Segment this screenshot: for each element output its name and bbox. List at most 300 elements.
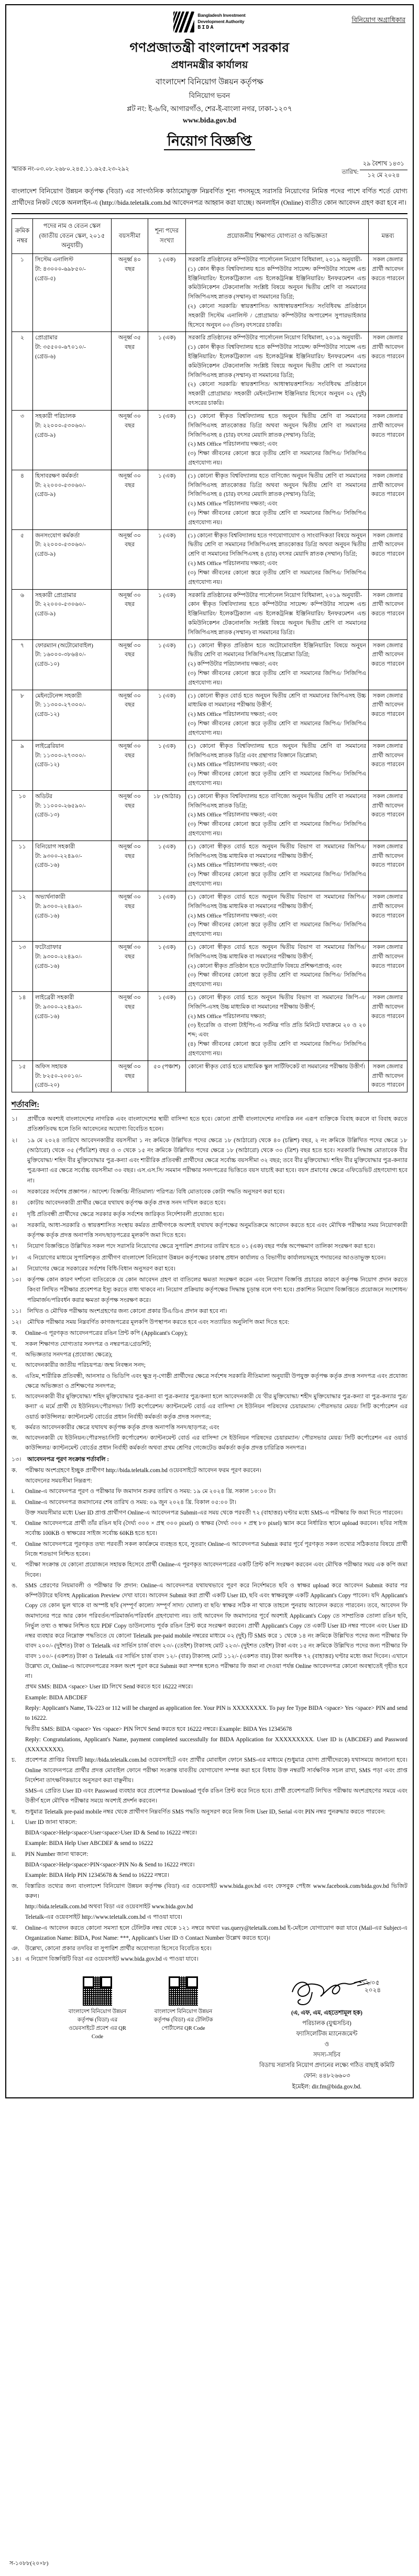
condition-13-sublist — [12, 1466, 407, 1965]
serial-value: ৪ — [20, 472, 25, 479]
remarks-value: সকল জেলার প্রার্থী আবেদন করতে পারবেন — [371, 413, 404, 438]
cell-age-limit — [112, 332, 148, 411]
qualification-line: (২) কোনো স্বীকৃত প্রতিষ্ঠান হতে ফটোগ্রাফি বিষয়ে প্রশিক্ষণপ্রাপ্ত; এবং — [188, 963, 342, 969]
item-number: ৬। — [12, 1222, 18, 1229]
item-number: ১০। — [12, 1277, 21, 1284]
age-limit-value: অনূর্ধ্ব ৩০ বছর — [118, 472, 141, 489]
item-text: কর্মরত আবেদনকারীর ক্ষেত্রে যথাযথ কর্তৃপক্ষ কর্তৃক প্রদত্ত অনাপত্তি সনদ/ছাড়পত্র; এবং — [25, 1424, 219, 1431]
remarks-value: সকল জেলার প্রার্থী আবেদন করতে পারবেন — [371, 843, 404, 869]
item-text: প্রথম SMS: BIDA <space> User ID লিখে Send করতে হবে 16222 নম্বরে। — [25, 1684, 193, 1690]
serial-value: ১৩ — [18, 944, 26, 950]
vacancy-count-value: ১ (এক) — [158, 893, 176, 900]
post-grade: (গ্রেড-১২) — [35, 711, 60, 718]
item-text: নিয়োগ বিজ্ঞপ্তিতে উল্লিখিত সকল পদে সরাসরি নিয়োগের ক্ষেত্রে সুপারিশ প্রদানের তারিখ হতে ০১ (এক) বছর পর্যন্ত অপেক্ষমাণ তালিকা সংরক্ষণ করা হবে। — [27, 1243, 375, 1250]
intro-paragraph: বাংলাদেশ বিনিয়োগ উন্নয়ন কর্তৃপক্ষ (বিডা) এর সাংগঠনিক কাঠামোভুক্ত নিম্নবর্ণিত শূন্য পদসমূহে সরাসরি নিয়োগের নিমিত্ত পদের পাশে বর্ণিত শর্তে যোগ্য প্রার্থীদের নিকট থেকে অনলাইন-এ (http://bida.teletalk.com.bd আবেদনপত্র আহ্বান করা যাচ্ছে। অনলাইন (Online) ব্যতীত কোন আবেদন গ্রহণ করা হবে না। — [12, 187, 407, 207]
condition-subitem — [12, 1519, 407, 1539]
qualification-line: (৩) শিক্ষা জীবনের কোনো স্তরে তৃতীয় শ্রেণি বা সমমানের জিপিএ/ সিজিপিএ গ্রহণযোগ্য নয়। — [188, 510, 366, 526]
serial-value: ১৪ — [18, 994, 26, 1001]
print-code: স-১০৮৮(২০×৮) — [9, 2560, 49, 2567]
condition-subitem — [12, 1860, 407, 1870]
table-row — [12, 410, 407, 470]
item-number: ৭। — [12, 1243, 18, 1250]
table-row — [12, 690, 407, 740]
item-number: ১। — [12, 1116, 18, 1123]
qualification-line: সরকারি প্রতিষ্ঠানের কম্পিউটার পার্সোনেল নিয়োগ বিধিমালা, ২০১৯ অনুযায়ী- — [188, 592, 362, 599]
item-text: এতিম, শারীরিক প্রতিবন্ধী, আনসার ও ভিডিপি এবং ক্ষুদ্র নৃ-গোষ্ঠী প্রার্থীদের ক্ষেত্রে সর্বশেষ সরকারি নীতিমালা অনুযায়ী উপযুক্ত কর্তৃপক্ষ কর্তৃক প্রদত্ত সনদপত্র এবং প্রযোজ্য ক্ষেত্রে অভিজ্ঞতা ও প্রশিক্ষণের সনদপত্র; — [25, 1373, 407, 1389]
condition-subitem — [12, 1735, 407, 1755]
item-text: দৃষ্টি প্রতিবন্ধী প্রার্থীদের ক্ষেত্রে সরকার কর্তৃক সর্বশেষ জারিকৃত নির্দেশাবলী প্রযোজ্য হবে। — [27, 1211, 224, 1218]
cell-qualification — [186, 891, 369, 941]
qr-website-block — [66, 1976, 129, 2042]
cell-remarks — [369, 790, 407, 841]
item-number: ঙ. — [12, 1582, 18, 1589]
condition-item — [12, 1253, 407, 1263]
vacancy-count-value: ১ (এক) — [158, 692, 176, 699]
signatory-conjunction: ও — [324, 2041, 329, 2048]
item-text: শুধুমাত্র Teletalk pre-paid mobile নম্বর থেকে প্রার্থীগণ নিম্নবর্ণিত SMS পদ্ধতি অনুসরণ করে নিজ নিজ User ID, Serial এবং PIN নম্বর পুনরুদ্ধার করতে পারবেন: — [25, 1808, 385, 1815]
age-limit-value: অনূর্ধ্ব ৩০ বছর — [118, 532, 141, 548]
item-number: চ. — [12, 1757, 16, 1764]
item-text: Online-এ পূরণকৃত আবেদনপত্রের রঙিন প্রিন্ট কপি (Applicant's Copy); — [25, 1330, 188, 1337]
condition-subitem — [12, 1882, 407, 1902]
qr-teletalk-block — [152, 1976, 215, 2042]
bida-logo-text-line2: Development Authority — [197, 19, 245, 24]
post-name: জনসংযোগ কর্মকর্তা — [35, 532, 80, 539]
vacancy-table-body — [12, 253, 407, 1092]
condition-subitem — [12, 1839, 407, 1849]
item-number: চ. — [12, 1394, 16, 1400]
condition-subitem — [12, 1340, 407, 1350]
serial-value: ৬ — [20, 592, 25, 599]
post-name: ফোরম্যান (অটোমোবাইল) — [35, 642, 93, 649]
condition-subitem — [12, 1954, 407, 1964]
cell-qualification — [186, 690, 369, 740]
qualification-line: (১) কোনো স্বীকৃত বিশ্ববিদ্যালয় হতে বাণিজ্যে অনূ্যন দ্বিতীয় শ্রেণি বা সমমানের সিজিপিএসহ স্নাতকোত্তর ডিগ্রি অথবা অনূ্যন দ্বিতীয় শ্রেণি বা সমমানের সিজিপিএসহ ৪ (চার) বৎসর মেয়াদি স্নাতক (সম্মান) ডিগ্রি; — [188, 472, 366, 498]
post-name: হিসাবরক্ষণ কর্মকর্তা — [35, 472, 79, 479]
table-row — [12, 1060, 407, 1092]
qualification-line: কোনো স্বীকৃত বোর্ড হতে মাধ্যমিক স্কুল সার্টিফিকেট বা সমমানের পরীক্ষায় উত্তীর্ণ। — [188, 1063, 366, 1070]
condition-subitem — [12, 1466, 407, 1476]
cell-qualification — [186, 529, 369, 589]
item-number: i. — [12, 1819, 15, 1826]
condition-subitem — [12, 1372, 407, 1392]
table-row — [12, 992, 407, 1061]
item-text: নিয়োগের ক্ষেত্রে সরকারের সর্বশেষ বিধি-বিধান অনুসরণ করা হবে। — [27, 1265, 176, 1272]
item-text: কর্তৃপক্ষ কোন কারণ দর্শানো ব্যতিরেকে যে কোন আবেদন গ্রহণ বা বাতিলের ক্ষমতা সংরক্ষণ করেন এবং নিয়োগ বিজ্ঞপ্তি প্রচারের কারণে কর্তৃপক্ষ নিয়োগ প্রদান করতে কিংবা লিখিত পরীক্ষার প্রবেশপত্র ইস্যু করতে বাধ্য থাকবে না। নিয়োগ প্রক্রিয়ায় কর্তৃপক্ষের সিদ্ধান্ত চূড়ান্ত বলে গণ্য হবে। প্রকাশিত নিয়োগ বিজ্ঞপ্তিতে প্রয়োজনে সংশোধন/পরিমার্জন/পরিবর্ধন করার ক্ষমতা কর্তৃপক্ষ সংরক্ষণ করে। — [27, 1277, 407, 1303]
cell-post-pay — [33, 529, 112, 589]
cell-age-limit — [112, 841, 148, 891]
cell-serial — [12, 790, 33, 841]
page-building: বিনিয়োগ ভবন — [189, 92, 230, 100]
cell-qualification — [186, 740, 369, 790]
condition-subitem — [12, 1329, 407, 1339]
serial-value: ১২ — [18, 893, 26, 900]
qualification-line: (২) MS Office পরিচালনায় দক্ষতা; এবং — [188, 912, 278, 919]
cell-age-limit — [112, 1060, 148, 1092]
condition-subitem — [12, 1487, 407, 1497]
age-limit-value: অনূর্ধ্ব ৩০ বছর — [118, 413, 141, 429]
signatory-designation-3: সদস্য-সচিব — [313, 2052, 340, 2059]
item-number: ৮। — [12, 1254, 18, 1261]
table-row — [12, 529, 407, 589]
post-grade: (গ্রেড-৯) — [35, 491, 56, 498]
post-grade: (গ্রেড-১৬) — [35, 963, 60, 969]
cell-serial — [12, 470, 33, 529]
post-pay-scale: টা: ১১৩০০-২৭৩০০/- — [35, 752, 86, 759]
vacancy-count-value: ১ (এক) — [158, 743, 176, 749]
qualification-line: (২) কোনো সরকারি/ স্বায়ত্তশাসিত/ আধাস্বায়ত্তশাসিত/ সংবিধিবদ্ধ প্রতিষ্ঠানে সহকারী প্রোগ্রামার/ সহকারী মেইনটেন্যান্স ইঞ্জিনিয়ার হিসেবে অনূ্যন ০২ (দুই) বৎসরের চাকরি। — [188, 381, 366, 407]
serial-value: ২ — [20, 335, 25, 341]
item-text: সরকারের সর্বশেষ প্রজ্ঞাপন / আদেশ/ বিজ্ঞপ্তি/ নীতিমালা/ পরিপত্র/ বিধি মোতাবেক কোটা পদ্ধতি অনুসরণ করা হবে। — [27, 1188, 285, 1195]
condition-12-sublist — [12, 1329, 407, 1453]
cell-remarks — [369, 253, 407, 332]
col-header-remarks: মন্তব্য — [369, 219, 407, 254]
memo-number: স্মারক নং-০৩.০৮.২৬৮০.২৪৫.১১.৬২৫.২৩-২৯২ — [12, 166, 129, 173]
qualification-line: (৩) ইংরেজি ও বাংলা টাইপিং-এ সর্বনিম্ন গতি প্রতি মিনিটে যথাক্রমে ২০ ও ২০ শব্দ; এবং — [188, 1022, 366, 1038]
cell-remarks — [369, 891, 407, 941]
vacancy-count-value: ১ (এক) — [158, 994, 176, 1001]
condition-subitem — [12, 1828, 407, 1838]
table-row — [12, 470, 407, 529]
item-text: PIN Number জানা থাকলে: — [25, 1851, 89, 1858]
table-row — [12, 589, 407, 639]
cell-qualification — [186, 253, 369, 332]
cell-qualification — [186, 790, 369, 841]
item-number: ৯। — [12, 1265, 18, 1272]
item-text: ১৯ মে ২০২৪ তারিখে আবেদনকারীর বয়সসীমা ১ নং ক্রমিকে উল্লিখিত পদের ক্ষেত্রে ১৮ (আঠারো) থেকে ৪০ (চল্লিশ) বছর, ২ নং ক্রমিকে উল্লিখিত পদের ক্ষেত্রে ১৮ (আঠারো) থেকে ৩৫ (পঁয়ত্রিশ) বছর ও ৩ থেকে ১৫ নং ক্রমিকে উল্লিখিত পদের ক্ষেত্রে ১৮ (আঠারো) থেকে ৩০ (ত্রিশ) বছর হতে হবে। সরকারি সিদ্ধান্ত মোতাবেক বীর মুক্তিযোদ্ধা/ শহিদ বীর মুক্তিযোদ্ধার পুত্র-কন্যা এবং শারীরিক প্রতিবন্ধী প্রার্থীদের ক্ষেত্রে সর্বোচ্চ বয়সসীমা ৩২ বছর; তবে বীর মুক্তিযোদ্ধা/ শহিদ বীর মুক্তিযোদ্ধার পুত্র-কন্যার পুত্র/কন্যা এর ক্ষেত্রে সর্বোচ্চ বয়সসীমা ৩০ বছর। এস.এস.সি/ সমমান পরীক্ষার সনদপত্রের ভিত্তিতে বয়স যাচাই করা হবে। বয়স প্রমাণের ক্ষেত্রে এফিডেভিট গ্রহণযোগ্য হবে না। — [27, 1137, 407, 1184]
cell-age-limit — [112, 410, 148, 470]
signatory-designation-1: পরিচালক (যুগ্মসচিব) — [302, 2020, 351, 2027]
bida-logo-text-line1: Bangladesh Investment — [197, 13, 246, 18]
condition-subitem — [12, 1786, 407, 1807]
cell-post-pay — [33, 690, 112, 740]
age-limit-value: অনূর্ধ্ব ৩০ বছর — [118, 743, 141, 759]
cell-vacancy-count — [148, 639, 186, 690]
cell-vacancy-count — [148, 740, 186, 790]
table-row — [12, 253, 407, 332]
cell-age-limit — [112, 529, 148, 589]
serial-value: ৭ — [20, 642, 25, 649]
cell-vacancy-count — [148, 690, 186, 740]
post-pay-scale: টা: ১১৩০০-২৭৩০০/- — [35, 702, 86, 709]
table-row — [12, 891, 407, 941]
cell-serial — [12, 253, 33, 332]
header-divider — [12, 213, 407, 214]
item-number — [12, 1693, 25, 1703]
vacancy-count-value: ১ (এক) — [158, 472, 176, 479]
item-number — [12, 1828, 25, 1838]
item-text: আবেদনকারী যে ইউনিয়ন/পৌরসভা/সিটি কর্পোরেশন/ ক্যান্টনমেন্ট বোর্ড এর বাসিন্দা সে ইউনিয়ন পরিষদের চেয়ারম্যান/ পৌরসভার মেয়র/ সিটি কর্পোরেশন এর ওয়ার্ড কাউন্সিলর/ ক্যান্টনমেন্ট বোর্ডের প্রধান নির্বাহী কর্মকর্তা অথবা প্রথম শ্রেণির গেজেটেড কর্মকর্তা কর্তৃক প্রদত্ত চারিত্রিক সনদপত্র। — [25, 1435, 407, 1452]
remarks-value: সকল জেলার প্রার্থী আবেদন করতে পারবেন — [371, 642, 404, 668]
item-text: Online-এ আবেদনপত্র জমাদানের শেষ তারিখ ও সময়: ০৯ জুন ২০২৪ খ্রি. বিকাল ০৫:০০ টা। — [25, 1499, 237, 1506]
item-number: ১১। — [12, 1308, 21, 1314]
handwritten-signature-icon — [248, 1976, 405, 2007]
item-text: প্রার্থীকে অবশ্যই বাংলাদেশের নাগরিক এবং বাংলাদেশের স্থায়ী বাসিন্দা হতে হবে। কোনো প্রার্থী বাংলাদেশের নাগরিক নন এরূপ ব্যক্তিকে বিবাহ করলে বা বিবাহ করতে প্রতিশ্রুতিবদ্ধ হলে তিনি আবেদনের অযোগ্য বিবেচিত হবেন। — [27, 1116, 407, 1133]
table-row — [12, 639, 407, 690]
table-row — [12, 841, 407, 891]
remarks-value: সকল জেলার প্রার্থী আবেদন করতে পারবেন — [371, 994, 404, 1020]
qualification-line: (১) কোনো স্বীকৃত বিশ্ববিদ্যালয় হতে গণযোগাযোগ ও সাংবাদিকতা বিষয়ে অনূ্যন দ্বিতীয় শ্রেণি বা সমমানের সিজিপিএসহ স্নাতকোত্তর ডিগ্রি অথবা অনূ্যন দ্বিতীয় শ্রেণি বা সমমানের সিজিপিএসহ ৪ (চার) বৎসর মেয়াদি স্নাতক (সম্মান) ডিগ্রি; — [188, 532, 366, 558]
date-block — [341, 159, 407, 181]
condition-subitem — [12, 1871, 407, 1881]
bida-logo-mark-icon — [173, 12, 194, 32]
item-text: মৌখিক পরীক্ষার সময় নিম্নবর্ণিত কাগজপত্রের মূলকপি উপস্থাপন করতে হবে এবং সত্যায়িত অনুলিপি জমা দিতে হবে: — [27, 1319, 290, 1326]
qualification-line: (১) কোনো স্বীকৃত বিশ্ববিদ্যালয় হতে বাণিজ্যে অনূ্যন দ্বিতীয় শ্রেণি বা সমমানের সিজিপিএসহ স্নাতক ডিগ্রি; — [188, 793, 366, 809]
cell-remarks — [369, 639, 407, 690]
item-text: User ID জানা থাকলে: — [25, 1819, 77, 1826]
item-text: সরকারি, আধা-সরকারি ও স্বায়ত্তশাসিত সংস্থায় কর্মরত প্রার্থীগণকে অবশ্যই যথাযথ কর্তৃপক্ষের অনুমতিক্রমে আবেদন করতে হবে এবং মৌখিক পরীক্ষার সময় নিয়োগকারী কর্তৃপক্ষ কর্তৃক প্রদত্ত অনাপত্তি সনদ/ছাড়পত্রের মূলকপি জমা দিতে হবে। — [27, 1222, 407, 1239]
item-text: Reply: Congratulations, Applicant's Name, payment completed successfully for BIDA Application for XXXXXXXXX. User ID is (ABCDEF) and Password (XXXXXXXX). — [25, 1736, 407, 1753]
header-top — [12, 8, 407, 39]
cell-vacancy-count — [148, 470, 186, 529]
condition-subitem — [12, 1693, 407, 1703]
cell-post-pay — [33, 589, 112, 639]
cell-remarks — [369, 941, 407, 991]
table-row — [12, 740, 407, 790]
vacancy-count-value: ১ (এক) — [158, 256, 176, 263]
post-name: অডিটর — [35, 793, 52, 800]
table-header-row — [12, 219, 407, 254]
vacancy-count-value: ১ (এক) — [158, 944, 176, 950]
conditions-list — [12, 1114, 407, 1328]
post-grade: (গ্রেড-৯) — [35, 432, 56, 438]
cell-remarks — [369, 529, 407, 589]
notice-title: নিয়োগ বিজ্ঞপ্তি — [12, 130, 407, 154]
vacancy-count-value: ১ (এক) — [158, 843, 176, 850]
qualification-line: (৩) শিক্ষা জীবনের কোনো স্তরে তৃতীয় শ্রেণি বা সমমানের জিপিএ/ সিজিপিএ গ্রহণযোগ্য নয়। — [188, 450, 366, 466]
col-header-age: বয়সসীমা — [112, 219, 148, 254]
cell-remarks — [369, 589, 407, 639]
contact-email-line — [248, 2082, 405, 2092]
cell-vacancy-count — [148, 992, 186, 1061]
serial-value: ১ — [20, 256, 25, 263]
cell-serial — [12, 740, 33, 790]
condition-item — [12, 1264, 407, 1274]
qualification-line: (২) কোনো সরকারি/ স্বায়ত্তশাসিত/ আধাস্বায়ত্তশাসিত/ সংবিধিবদ্ধ প্রতিষ্ঠানে সহকারী সিস্টেম এনালিস্ট / প্রোগ্রামার/ কম্পিউটার অপারেশন সুপারভাইজার হিসেবে অনূ্যন ০৩ (তিন) বৎসরের চাকরি। — [188, 303, 366, 328]
cell-serial — [12, 690, 33, 740]
item-number: ৪। — [12, 1200, 18, 1207]
post-grade: (গ্রেড-১৬) — [35, 862, 60, 869]
condition-subitem — [12, 1508, 407, 1518]
condition-item — [12, 1136, 407, 1186]
item-text: উক্ত সময়সীমার মধ্যে User ID প্রাপ্ত প্রার্থীগণ Online-এ আবেদনপত্র Submit-এর সময় থেকে পরবর্তী ৭২ (বাহাত্তর) ঘণ্টার মধ্যে SMS-এ পরীক্ষার ফি জমা দিতে পারবেন। — [25, 1509, 403, 1516]
qr-code-website-icon[interactable] — [83, 1976, 112, 2006]
item-text: সকল শিক্ষাগত যোগ্যতার সনদপত্র ও নম্বরপত্র/গ্রেডশিট; — [25, 1341, 151, 1347]
cell-qualification — [186, 841, 369, 891]
age-limit-value: অনূর্ধ্ব ৩০ বছর — [118, 893, 141, 910]
item-number: ii. — [12, 1499, 17, 1506]
item-number — [12, 1735, 25, 1755]
post-name: সহকারী পরিচালক — [35, 413, 76, 419]
col-header-post-pay: পদের নাম ও বেতন স্কেল (জাতীয় বেতন স্কেল, ২০১৫ অনুযায়ী) — [33, 219, 112, 254]
cell-vacancy-count — [148, 529, 186, 589]
condition-subitem — [12, 1350, 407, 1360]
condition-subitem — [12, 1423, 407, 1433]
document-frame — [5, 4, 414, 2567]
post-name: অভ্যর্থনাকারী — [35, 893, 65, 900]
age-limit-value: অনূর্ধ্ব ৪০ বছর — [118, 256, 141, 272]
item-number: ঞ. — [12, 1945, 19, 1952]
qualification-line: (৩) শিক্ষা জীবনের কোনো স্তরে তৃতীয় শ্রেণি বা সমমানের জিপিএ/ সিজিপিএ গ্রহণযোগ্য নয়। — [188, 922, 366, 938]
cell-post-pay — [33, 470, 112, 529]
vacancy-table — [12, 218, 407, 1092]
serial-value: ৮ — [20, 692, 25, 699]
cell-vacancy-count — [148, 1060, 186, 1092]
cell-remarks — [369, 470, 407, 529]
cell-qualification — [186, 470, 369, 529]
cell-remarks — [369, 1060, 407, 1092]
condition-text: আবেদনপত্র পূরণ সংক্রান্ত শর্তাবলি : — [27, 1456, 109, 1463]
cell-serial — [12, 992, 33, 1061]
condition-number: ১৩। — [12, 1456, 21, 1463]
age-limit-value: অনূর্ধ্ব ৩০ বছর — [118, 1063, 141, 1079]
cell-post-pay — [33, 790, 112, 841]
qr-code-teletalk-icon[interactable] — [169, 1976, 198, 2006]
cell-age-limit — [112, 891, 148, 941]
condition-subitem — [12, 1807, 407, 1817]
item-text: অভিজ্ঞতার সনদপত্র (প্রযোজ্য ক্ষেত্রে); — [25, 1351, 113, 1358]
cell-serial — [12, 941, 33, 991]
qualification-line: (২) কম্পিউটার পরিচালনায় দক্ষতা; এবং — [188, 661, 278, 668]
item-text: উল্লেখ্য, কোনো প্রকার তদবির বা সুপারিশ প্রার্থীর অযোগ্যতা হিসেবে বিবেচিত হবে। — [25, 1945, 212, 1952]
item-text: Teletalk-এর ওয়েবসাইট http://www.teletalk.com.bd এ পাওয়া যাবে। — [25, 1914, 183, 1921]
cell-vacancy-count — [148, 790, 186, 841]
post-grade: (গ্রেড-১০) — [35, 661, 60, 668]
qualification-line: (১) কোনো স্বীকৃত বিশ্ববিদ্যালয় হতে অনূ্যন দ্বিতীয় শ্রেণি বা সমমানের সিজিপিএসহ স্নাতক ডিগ্রি এবং গ্রন্থাগার বিজ্ঞানে ডিপ্লোমা; — [188, 743, 366, 759]
age-limit-value: অনূর্ধ্ব ৩০ বছর — [118, 843, 141, 859]
cell-post-pay — [33, 992, 112, 1061]
col-header-serial: ক্রমিক নম্বর — [12, 219, 33, 254]
condition-item — [12, 1318, 407, 1328]
item-number: ছ. — [12, 1808, 17, 1815]
item-text: বিস্তারিত তথ্যের জন্য বাংলাদেশ বিনিয়োগ উন্নয়ন কর্তৃপক্ষ (বিডা) এর ওয়েবসাইট www.bida.gov.bd এবং ফেসবুক পেইজ www.facebook.com/bida.gov.bd ভিজিট করুন। — [25, 1883, 407, 1899]
item-text: পরীক্ষায় অংশগ্রহণে ইচ্ছুক প্রার্থীগণ http://bida.teletalk.com.bd ওয়েবসাইটে আবেদন ফরম পূরণ করবেন। — [25, 1467, 262, 1474]
post-name: লাইব্রেরী সহকারী — [35, 994, 74, 1001]
cell-serial — [12, 891, 33, 941]
qualification-line: (২) MS Office পরিচালনায় দক্ষতা; এবং — [188, 711, 278, 718]
item-number: ২। — [12, 1137, 18, 1144]
post-pay-scale: টা: ১৬০০০-৩৮৬৪০/- — [35, 651, 86, 658]
serial-value: ৫ — [20, 532, 25, 539]
qualification-line: (২) MS Office পরিচালনায় দক্ষতা; এবং — [188, 501, 278, 507]
post-name: সিস্টেম এনালিস্ট — [35, 256, 74, 263]
qualification-line: (২) MS Office পরিচালনায় দক্ষতা; — [188, 1013, 266, 1020]
item-number: ঘ. — [12, 1362, 17, 1369]
bida-logo — [173, 12, 245, 32]
cell-age-limit — [112, 690, 148, 740]
age-limit-value: অনূর্ধ্ব ৩০ বছর — [118, 793, 141, 809]
remarks-value: সকল জেলার প্রার্থী আবেদন করতে পারবেন — [371, 592, 404, 617]
svg-text:১২/০৫: ১২/০৫ — [361, 1978, 380, 1986]
post-name: লাইব্রেরিয়ান — [35, 743, 64, 749]
cell-qualification — [186, 332, 369, 411]
cell-age-limit — [112, 790, 148, 841]
item-text: Example: BIDA ABCDEF — [25, 1694, 87, 1701]
table-row — [12, 941, 407, 991]
cell-post-pay — [33, 332, 112, 411]
item-text: কোটায় আবেদনকারী প্রার্থীর ক্ষেত্রে যথাযথ কর্তৃপক্ষ কর্তৃক প্রদত্ত সনদ দাখিল করতে হবে। — [27, 1200, 226, 1207]
qualification-line: (৪) শিক্ষা জীবনের কোনো স্তরে তৃতীয় শ্রেণি বা সমমানের জিপিএ/ সিজিপিএ গ্রহণযোগ্য নয়। — [188, 1041, 366, 1057]
cell-vacancy-count — [148, 891, 186, 941]
item-number: ১৪। — [12, 1956, 21, 1963]
qualification-line: (১) কোনো স্বীকৃত প্রতিষ্ঠান হতে অটোমোবাইল ইঞ্জিনিয়ারিং বিষয়ে অনূ্যন দ্বিতীয় শ্রেণি বা সমমানের সিজিপিএসহ ডিপ্লোমা ডিগ্রি; — [188, 642, 366, 658]
cell-remarks — [369, 740, 407, 790]
col-header-vacancies: শূন্য পদের সংখ্যা — [148, 219, 186, 254]
item-text: SMS প্রেরণের নিয়মাবলী ও পরীক্ষার ফি প্রদান: Online-এ আবেদনপত্র যথাযথভাবে পূরণ করে নির্দেশমতে ছবি ও স্বাক্ষর upload করে আবেদন Submit করার পর কম্পিউটারে ছবিসহ Application Preview দেখা যাবে। আবেদন Submit করা প্রার্থী একটি User ID, ছবি এবং স্বাক্ষরযুক্ত একটি Applicant's Copy পাবেন। যদি Applicant's Copy তে কোন ভুল থাকে বা অস্পষ্ট ছবি (সম্পূর্ণ কালো/ সম্পূর্ণ সাদা/ ঘোলা) বা ছবি/ স্বাক্ষর সঠিক না থাকে তাহলে পুনরায় আবেদন করতে পারবেন। তবে, আবেদন ফি জমাদানের পরে আর কোন পরিবর্তন/পরিমার্জন/পরিবর্ধন গ্রহণযোগ্য নয়। তাই আবেদন ফি জমাদানের পূর্বে অবশ্যই Applicant's Copy তে সাম্প্রতিক তোলা রঙিন ছবি, নির্ভুল তথ্য ও স্বাক্ষর নিশ্চিত হয়ে PDF Copy ডাউনলোড পূর্বক রঙিন প্রিন্ট করে সংরক্ষণ করবেন। প্রার্থী Applicant's Copy তে একটি User ID নম্বর পাবেন এবং User ID নম্বর ব্যবহার করে নিম্নোক্ত পদ্ধতিতে যে কোনো Teletalk pre-paid mobile নম্বরের মাধ্যমে ০২ (দুই) টি SMS করে ১ থেকে ১৪ নং ক্রমিকে উল্লিখিত পদের জন্য পরীক্ষার ফি বাবদ ২০০/- (দুইশত) টাকা ও Teletalk এর সার্ভিস চার্জ বাবদ ২৩/- (তেইশ) টাকাসহ মোট ২২৩/- (দুইশত তেইশ) টাকা এবং ১৫ নং ক্রমিকে উল্লিখিত পদের জন্য পরীক্ষার ফি বাবদ ১০০/- (একশত) টাকা ও Teletalk এর সার্ভিস চার্জ বাবদ ১২/- (বার) টাকাসহ মোট ১১২/- (একশত বার) টাকা অনধিক ৭২ (বাহাত্তর) ঘণ্টার মধ্যে জমা দিবেন। এখানে উল্লেখ্য যে, Online-এ আবেদনপত্রের সকল অংশ পূরণ করে Submit করা সম্পন্ন হলেও পরীক্ষার ফি জমা না দেওয়া পর্যন্ত Online আবেদনপত্র কোনো অবস্থাতেই গৃহীত হবে না। — [25, 1582, 407, 1680]
signatory-name: (এ, এফ, এম, এহতেশামূল হক) — [291, 2009, 363, 2016]
cell-serial — [12, 410, 33, 470]
condition-subitem — [12, 1392, 407, 1422]
vacancy-count-value: ১ (এক) — [158, 532, 176, 539]
item-number: জ. — [12, 1883, 18, 1889]
serial-value: ৩ — [20, 413, 25, 419]
age-limit-value: অনূর্ধ্ব ৩৫ বছর — [118, 335, 141, 351]
qualification-line: (১) কোনো স্বীকৃত বোর্ড হতে অনূ্যন দ্বিতীয় বিভাগ বা সমমানের জিপি-এ/ সিজিপি-এসহ উচ্চ মাধ্যমিক বা সমমানের পরীক্ষায় উত্তীর্ণ; — [188, 994, 366, 1010]
post-pay-scale: টা: ৯৩০০-২২৪৯০/- — [35, 853, 82, 859]
memo-and-date-row — [12, 159, 407, 181]
item-number: ১২। — [12, 1319, 21, 1326]
qualification-line: কোন স্বীকৃত বিশ্ববিদ্যালয় হতে কম্পিউটার সায়েন্স/ কম্পিউটার সায়েন্স এন্ড ইঞ্জিনিয়ারিং/ ইলেকট্রিক্যাল এন্ড ইলেকট্রনিক্স ইঞ্জিনিয়ারিং/ ইনফরমেশন এন্ড কমিউনিকেশন টেকনোলজি সংশ্লিষ্ট বিষয়ে অনূ্যন দ্বিতীয় শ্রেণি বা সমমানের সিজিপিএসহ স্নাতক (সম্মান) বা সমমানের ডিগ্রি। — [188, 601, 366, 636]
condition-item — [12, 1242, 407, 1252]
item-number: ৫। — [12, 1211, 18, 1218]
item-number — [12, 1704, 25, 1724]
item-number — [12, 1860, 25, 1870]
item-text: আবেদনের সময়সীমা নিম্নরূপ: — [25, 1478, 92, 1485]
table-row — [12, 790, 407, 841]
post-pay-scale: টা: ৪৩০০০-৬৯৮৫০/- — [35, 266, 86, 272]
condition-subitem — [12, 1818, 407, 1828]
item-text: Online আবেদনপত্রে প্রার্থী তাঁর রঙিন ছবি (দৈর্ঘ্য ৩০০ × প্রস্থ ৩০০ pixel) ও স্বাক্ষর (দৈর্ঘ্য ৩০০ × প্রস্থ ৮০ pixel) স্ক্যান করে নির্ধারিত স্থানে upload করবেন। ছবির সাইজ সর্বোচ্চ 100KB ও স্বাক্ষরের সাইজ সর্বোচ্চ 60KB হতে হবে। — [25, 1520, 407, 1537]
qualification-line: (১) কোনো স্বীকৃত বোর্ড হতে অনূ্যন দ্বিতীয় শ্রেণি বা সমমানের জিপিএসহ উচ্চ মাধ্যমিক বা সমমানের পরীক্ষায় উত্তীর্ণ; — [188, 692, 366, 709]
remarks-value: সকল জেলার প্রার্থী আবেদন করতে পারবেন — [371, 472, 404, 498]
post-name: ফটোগ্রাফার — [35, 944, 62, 950]
condition-item — [12, 1455, 407, 1465]
cell-age-limit — [112, 740, 148, 790]
remarks-value: সকল জেলার প্রার্থী আবেদন করতে পারবেন — [371, 532, 404, 558]
qualification-line: (৩) শিক্ষা জীবনের কোনো স্তরে তৃতীয় শ্রেণি বা সমমানের জিপিএ/ সিজিপিএ গ্রহণযোগ্য নয়। — [188, 569, 366, 585]
condition-item — [12, 1275, 407, 1306]
cell-remarks — [369, 410, 407, 470]
qualification-line: (১) কোনো স্বীকৃত বোর্ড হতে অনূ্যন দ্বিতীয় বিভাগ বা সমমানের জিপিএ/ সিজিপিএসহ উচ্চ মাধ্যমিক বা সমমানের পরীক্ষায় উত্তীর্ণ; — [188, 944, 366, 960]
item-number: ঝ. — [12, 1925, 18, 1931]
cell-vacancy-count — [148, 410, 186, 470]
table-row — [12, 332, 407, 411]
cell-age-limit — [112, 589, 148, 639]
post-grade: (গ্রেড-২০) — [35, 1082, 60, 1089]
serial-value: ১৫ — [18, 1063, 26, 1070]
item-number — [12, 1871, 25, 1881]
qr-teletalk-caption: বাংলাদেশ বিনিয়োগ উন্নয়ন কর্তৃপক্ষ (বিডা) এর টেলিটক পোর্টালের QR Code — [153, 2008, 213, 2032]
qualification-line: (৩) শিক্ষা জীবনের কোনো স্তরে তৃতীয় শ্রেণি বা সমমানের জিপিএ/ সিজিপিএ গ্রহণযোগ্য নয়। — [188, 821, 366, 837]
page-website[interactable]: www.bida.gov.bd — [182, 117, 237, 125]
contact-phone: ফোন: ৪৪৮২৬৬০৩ — [303, 2073, 350, 2080]
post-grade: (গ্রেড-৬) — [35, 353, 56, 360]
item-number — [12, 1839, 25, 1849]
item-text: BIDA<space>Help<space>User<space>User ID & Send to 16222 নম্বরে। — [25, 1830, 197, 1837]
document-footer — [12, 1976, 407, 2092]
qualification-line: (৩) শিক্ষা জীবনের কোনো স্তরে তৃতীয় শ্রেণি বা সমমানের জিপিএ/ সিজিপিএ গ্রহণযোগ্য নয়। — [188, 972, 366, 988]
cell-vacancy-count — [148, 841, 186, 891]
qr-code-group — [14, 1976, 215, 2042]
item-number: ঙ. — [12, 1373, 18, 1379]
item-text: পরীক্ষা সংক্রান্ত যে কোনো প্রয়োজনে সহায়ক হিসেবে প্রার্থী Online-এ পূরণকৃত আবেদনপত্রের একটি প্রিন্ট কপি সংরক্ষণ করবেন এবং মৌখিক পরীক্ষার সময় এক কপি জমা দিবেন। — [25, 1562, 407, 1578]
post-pay-scale: টা: ২২০০০-৫৩০৬০/- — [35, 422, 86, 429]
cell-qualification — [186, 410, 369, 470]
serial-value: ১১ — [18, 843, 26, 850]
email-address[interactable]: dir.fm@bida.gov.bd. — [312, 2083, 362, 2090]
cell-age-limit — [112, 639, 148, 690]
condition-item — [12, 1307, 407, 1317]
